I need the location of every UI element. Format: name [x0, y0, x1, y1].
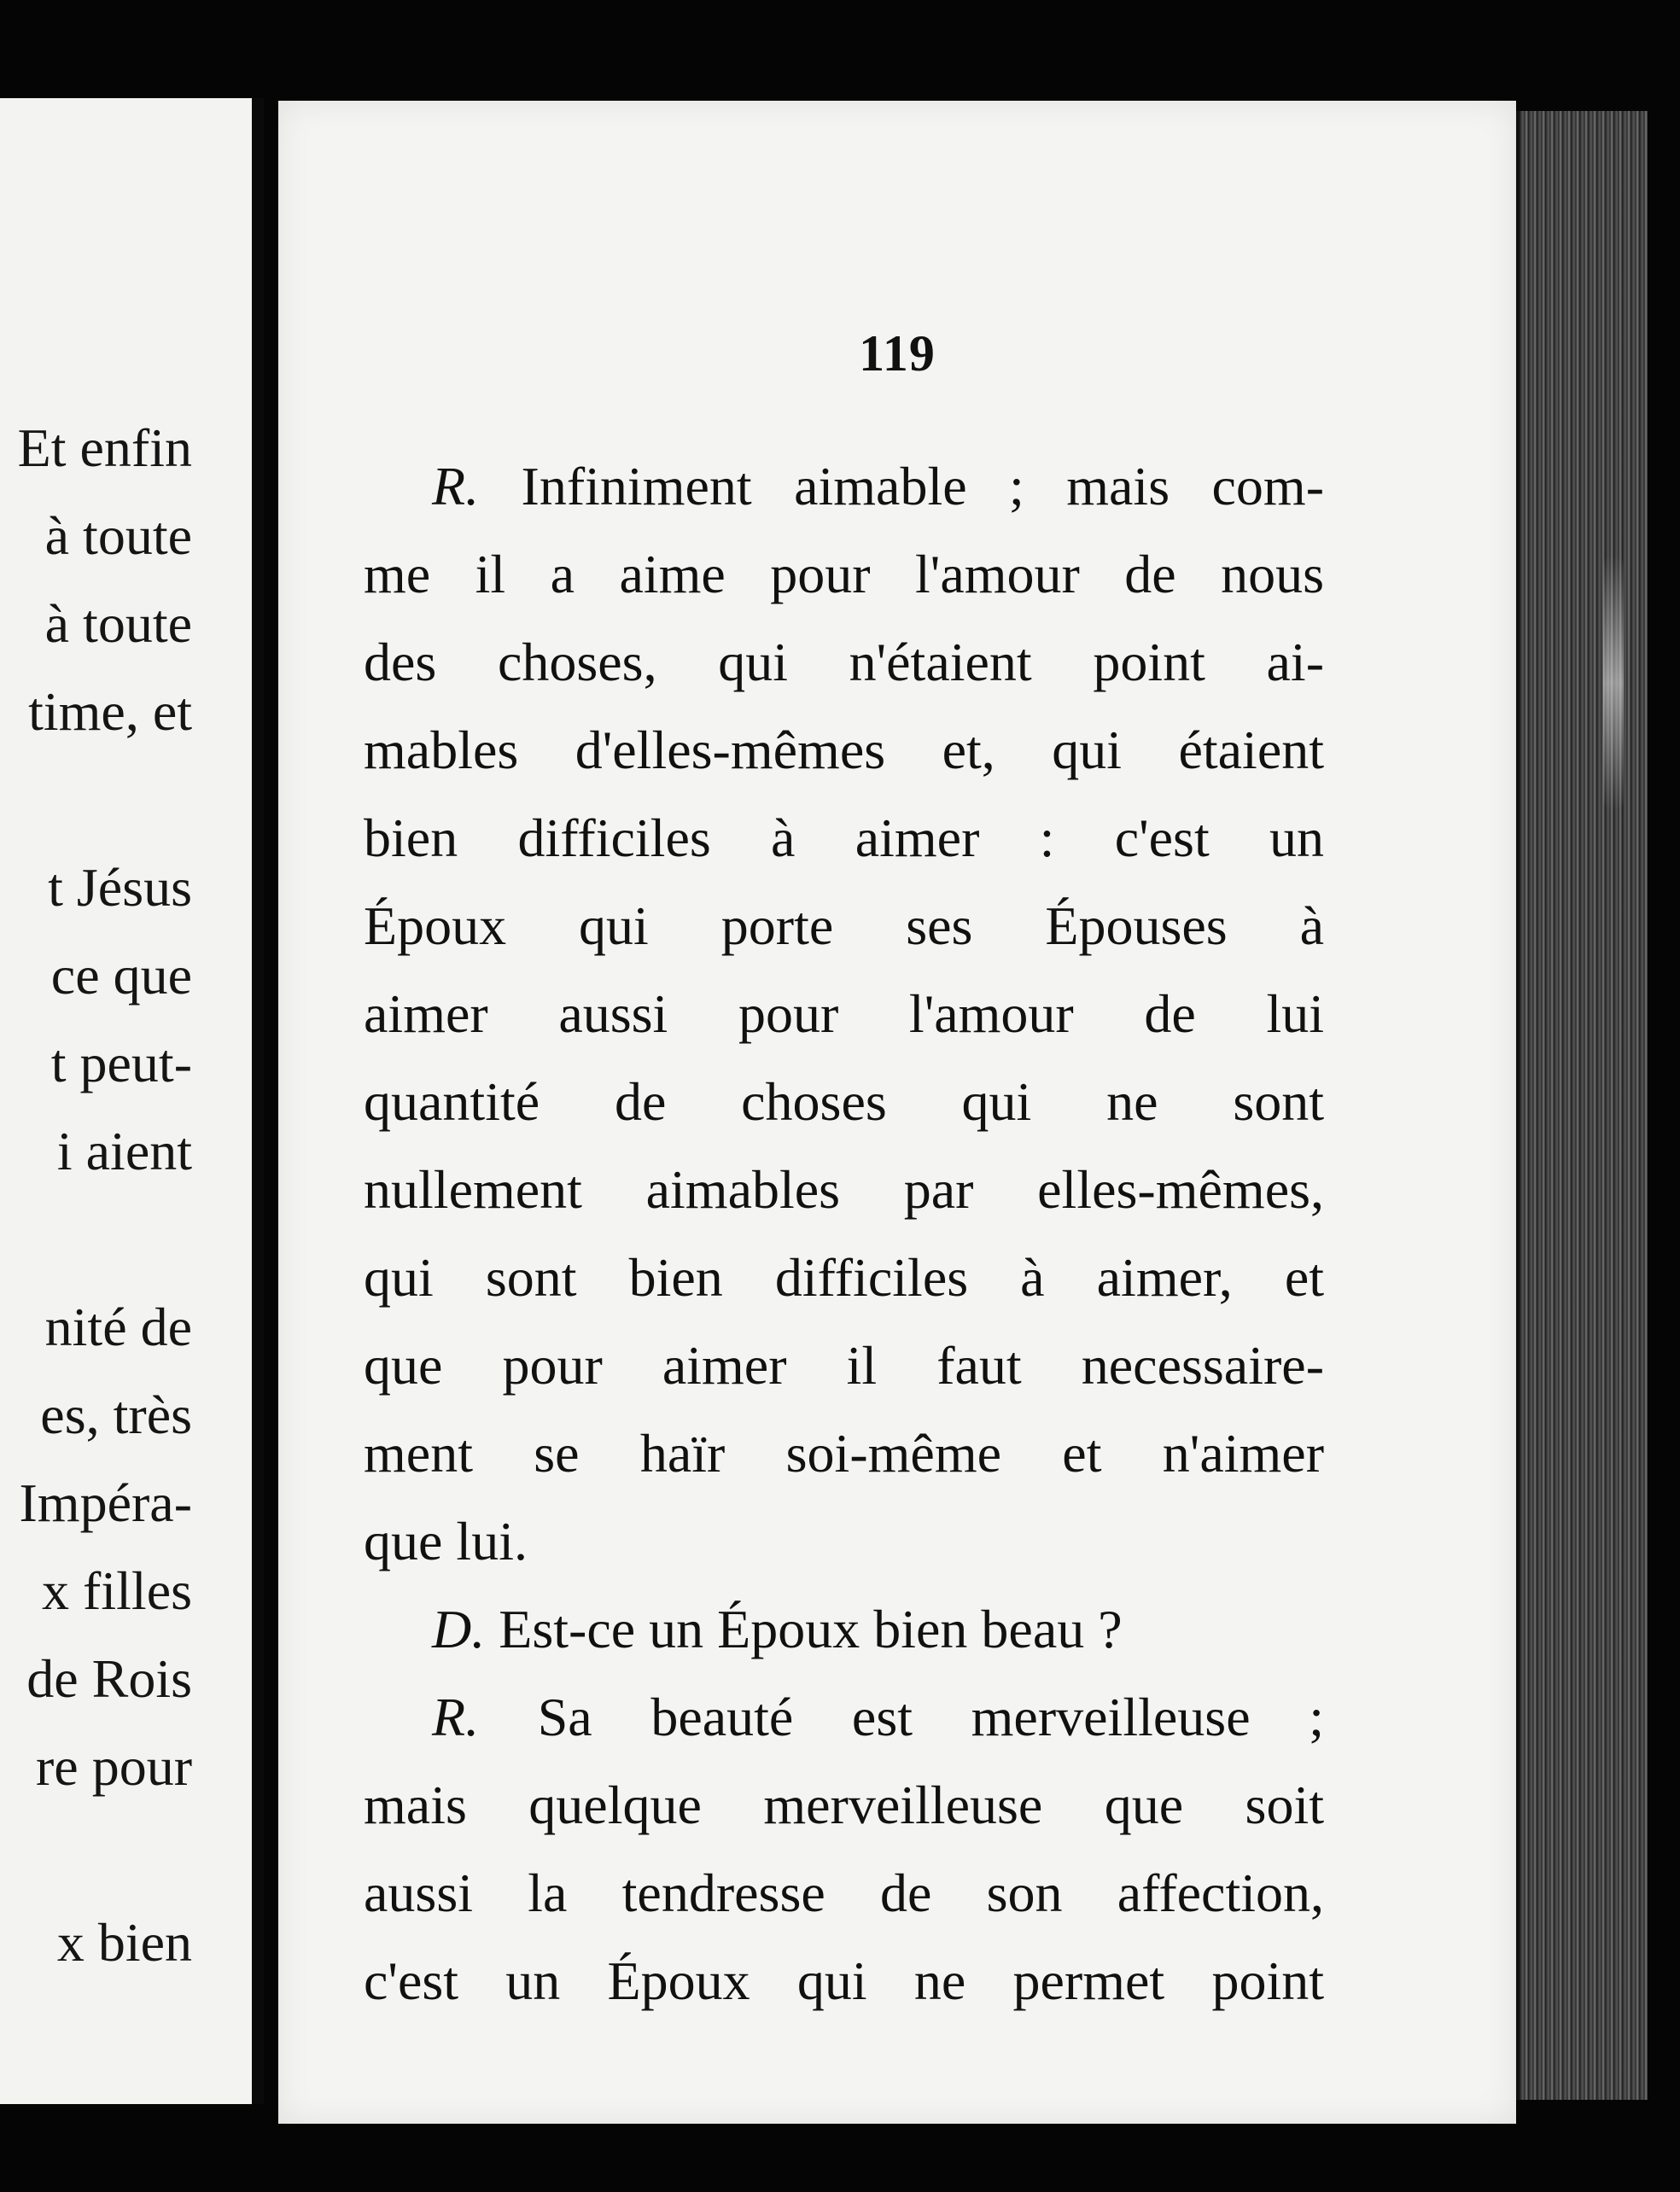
- speaker-label: D.: [432, 1599, 486, 1659]
- line-text: Infiniment aimable ; mais com-: [479, 456, 1324, 516]
- left-page-line: x bien: [56, 1912, 192, 1973]
- left-page-line: t peut-: [50, 1033, 192, 1093]
- left-page-line: ce que: [50, 945, 192, 1006]
- page-number: 119: [859, 325, 936, 382]
- left-page-line: x filles: [42, 1560, 192, 1621]
- left-page-line: es, très: [40, 1385, 192, 1445]
- left-page-line: de Rois: [26, 1648, 192, 1709]
- text-line: nullement aimables par elles-mêmes,: [364, 1159, 1324, 1220]
- left-page-line: à toute: [44, 505, 192, 566]
- book-page: [278, 101, 1516, 2124]
- text-line: Époux qui porte ses Épouses à: [364, 895, 1324, 956]
- left-page-line: nité de: [44, 1297, 192, 1357]
- text-line: mais quelque merveilleuse que soit: [364, 1775, 1324, 1835]
- left-page-line: time, et: [28, 681, 192, 742]
- text-line: [364, 442, 1324, 530]
- previous-page-fragment: [0, 98, 264, 2104]
- line-text: Sa beauté est merveilleuse ;: [479, 1687, 1324, 1747]
- text-line: quantité de choses qui ne sont: [364, 1071, 1324, 1132]
- text-line: des choses, qui n'étaient point ai-: [364, 632, 1324, 692]
- text-line: c'est un Époux qui ne permet point: [364, 1950, 1324, 2011]
- text-line: me il a aime pour l'amour de nous: [364, 544, 1324, 604]
- speaker-label: R.: [432, 456, 480, 516]
- left-page-line: t Jésus: [48, 857, 192, 918]
- text-line: qui sont bien difficiles à aimer, et: [364, 1247, 1324, 1308]
- fore-edge-highlight: [1603, 555, 1624, 811]
- left-page-line: re pour: [35, 1736, 192, 1797]
- left-page-line: à toute: [44, 593, 192, 654]
- text-line: mables d'elles-mêmes et, qui étaient: [364, 720, 1324, 780]
- text-line: [364, 1585, 1324, 1673]
- text-line: aussi la tendresse de son affection,: [364, 1863, 1324, 1923]
- left-page-line: Impéra-: [19, 1472, 192, 1533]
- left-page-line: Et enfin: [17, 417, 192, 478]
- text-line: [364, 1673, 1324, 1761]
- text-line: que pour aimer il faut necessaire-: [364, 1335, 1324, 1396]
- book-fore-edge: [1516, 111, 1648, 2100]
- left-page-line: i aient: [56, 1121, 192, 1181]
- text-line: que lui.: [364, 1511, 528, 1571]
- text-line: bien difficiles à aimer : c'est un: [364, 807, 1324, 868]
- text-line: ment se haïr soi-même et n'aimer: [364, 1423, 1324, 1484]
- text-line: aimer aussi pour l'amour de lui: [364, 983, 1324, 1044]
- page-body-text: [364, 442, 1324, 2025]
- line-text: Est-ce un Époux bien beau ?: [485, 1599, 1123, 1659]
- speaker-label: R.: [432, 1687, 480, 1747]
